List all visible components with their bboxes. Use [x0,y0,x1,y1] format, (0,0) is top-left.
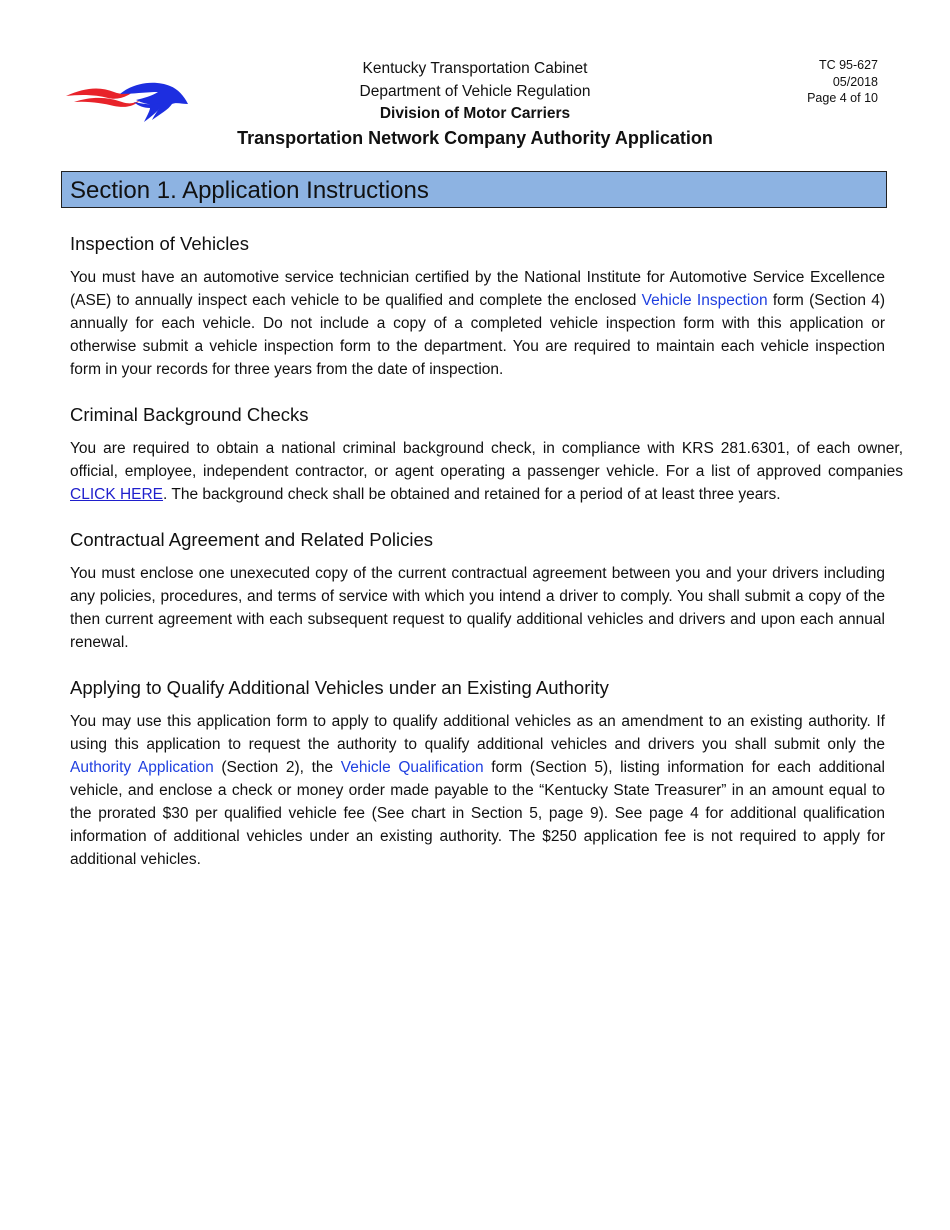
paragraph-contractual: You must enclose one unexecuted copy of the current contractual agreement between you and your drivers including any policies, procedures, and terms of service with which you intend a driver to comply. You shall submit a copy of the then current agreement with each subsequent request to qualify additional vehicles and drivers and upon each annual renewal. [70,565,885,651]
text-run: You must have an automotive service technician certified by the National Institute for Automotive Service Excellence (ASE) to annually inspect each vehicle to be qualified and complete the enclosed [70,269,885,309]
instructions-content [70,232,903,893]
authority-application-link[interactable]: Authority Application [70,759,214,776]
vehicle-inspection-link[interactable]: Vehicle Inspection [641,292,768,309]
division-name: Division of Motor Carriers [379,105,571,122]
block-background-checks [70,403,903,506]
text-run: (Section 2), the [213,759,341,776]
department-name: Department of Vehicle Regulation [359,82,591,100]
vehicle-qualification-link[interactable]: Vehicle Qualification [340,759,484,776]
text-run: You may use this application form to apply to qualify additional vehicles as an amendment to an existing authority. If using this application to request the authority to qualify additional vehicles and drivers you shall submit only the [70,713,885,753]
section-title-bar: Section 1. Application Instructions [61,171,887,208]
block-inspection [70,232,885,381]
paragraph-inspection [70,266,885,381]
heading-additional-vehicles: Applying to Qualify Additional Vehicles under an Existing Authority [70,677,609,698]
paragraph-additional-vehicles [70,710,885,871]
heading-contractual-agreement: Contractual Agreement and Related Policies [70,529,434,550]
heading-inspection-of-vehicles: Inspection of Vehicles [70,233,249,254]
heading-criminal-background-checks: Criminal Background Checks [70,404,309,425]
block-additional-vehicles [70,676,885,871]
kentucky-horse-logo-icon [64,80,190,124]
text-run: You are required to obtain a national criminal background check, in compliance with KRS 281.6301, of each owner, official, employee, independent contractor, or agent operating a passenger vehicle. For a list of approved companies [70,440,903,480]
page-number: Page 4 of 10 [807,91,878,105]
block-contractual [70,528,885,654]
text-run: . The background check shall be obtained and retained for a period of at least three years. [163,486,781,503]
form-title: Transportation Network Company Authority Application [237,127,713,148]
agency-name: Kentucky Transportation Cabinet [362,60,588,77]
document-header [200,58,750,150]
form-date: 05/2018 [832,74,878,89]
text-run: form (Section 5), listing information for each additional vehicle, and enclose a check or money order made payable to the “Kentucky State Treasurer” in an amount equal to the prorated $30 per qualified vehicle fee (See chart in Section 5, page 9). See page 4 for additional qualification information of additional vehicles under an existing authority. The $250 application fee is not required to apply for additional vehicles. [70,759,885,868]
text-run: form (Section 4) annually for each vehicle. Do not include a copy of a completed vehicle inspection form with this application or otherwise submit a vehicle inspection form to the department. You are required to maintain each vehicle inspection form in your records for three years from the date of inspection. [70,292,885,378]
click-here-link[interactable]: CLICK HERE [70,486,164,503]
paragraph-background [70,437,903,506]
form-info [807,57,878,107]
form-number: TC 95-627 [818,58,878,72]
